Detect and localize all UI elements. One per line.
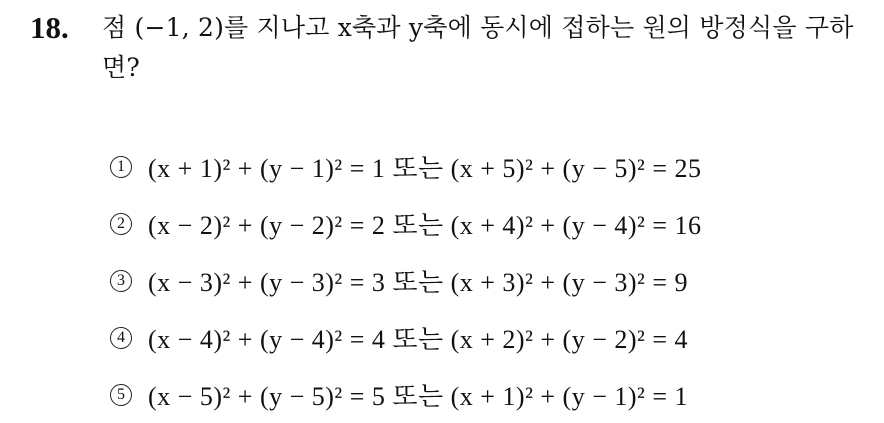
choice-2[interactable] xyxy=(110,195,701,252)
question-text-line-1: 점 (−1, 2)를 지나고 x축과 y축에 동시에 접하는 원의 방정식을 구하 xyxy=(102,13,854,42)
question-text xyxy=(102,8,872,88)
choice-5-marker: 5 xyxy=(110,384,132,406)
choice-2-marker: 2 xyxy=(110,213,132,235)
choice-3[interactable] xyxy=(110,252,701,309)
answer-choices xyxy=(110,138,701,423)
choice-4-formula: (x − 4)² + (y − 4)² = 4 또는 (x + 2)² + (y − 2)² = 4 xyxy=(148,325,688,354)
choice-5-formula: (x − 5)² + (y − 5)² = 5 또는 (x + 1)² + (y − 1)² = 1 xyxy=(148,382,688,411)
choice-1-formula: (x + 1)² + (y − 1)² = 1 또는 (x + 5)² + (y − 5)² = 25 xyxy=(148,154,702,183)
choice-3-formula: (x − 3)² + (y − 3)² = 3 또는 (x + 3)² + (y − 3)² = 9 xyxy=(148,268,688,297)
choice-4-marker: 4 xyxy=(110,327,132,349)
choice-1-marker: 1 xyxy=(110,156,132,178)
question-number: 18. xyxy=(30,10,69,45)
choice-1[interactable] xyxy=(110,138,701,195)
question-text-line-2: 면? xyxy=(102,53,140,82)
choice-2-formula: (x − 2)² + (y − 2)² = 2 또는 (x + 4)² + (y − 4)² = 16 xyxy=(148,211,702,240)
choice-4[interactable] xyxy=(110,309,701,366)
choice-5[interactable] xyxy=(110,366,701,423)
choice-3-marker: 3 xyxy=(110,270,132,292)
